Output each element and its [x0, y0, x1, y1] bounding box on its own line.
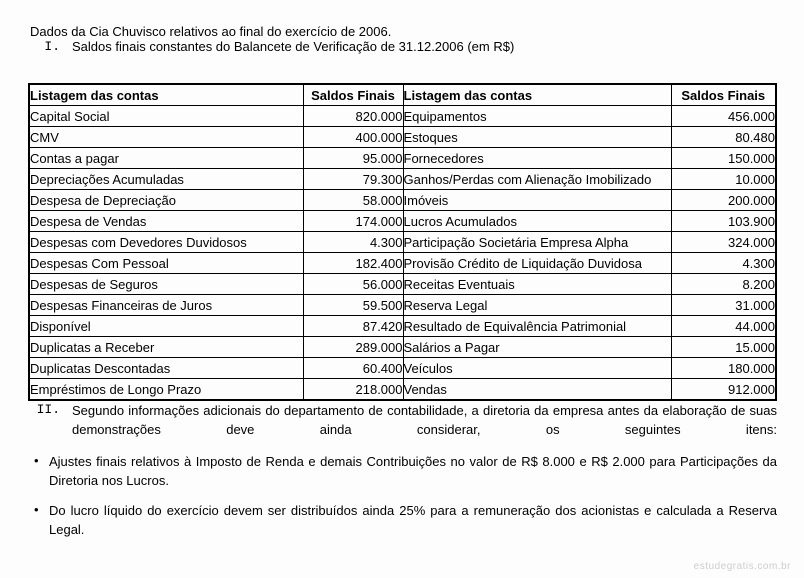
account-value: 15.000	[671, 337, 776, 358]
account-value: 4.300	[303, 232, 403, 253]
account-value: 180.000	[671, 358, 776, 379]
account-name: Estoques	[403, 127, 671, 148]
account-name: Fornecedores	[403, 148, 671, 169]
balancete-table	[28, 83, 777, 401]
table-row	[29, 253, 776, 274]
header-listagem-right: Listagem das contas	[403, 84, 671, 106]
account-name: Duplicatas a Receber	[29, 337, 303, 358]
account-value: 174.000	[303, 211, 403, 232]
section-1-title: Saldos finais constantes do Balancete de Verificação de 31.12.2006 (em R$)	[72, 39, 515, 54]
account-name: Despesas Com Pessoal	[29, 253, 303, 274]
account-value: 79.300	[303, 169, 403, 190]
account-name: CMV	[29, 127, 303, 148]
account-value: 59.500	[303, 295, 403, 316]
table-row	[29, 211, 776, 232]
table-row	[29, 190, 776, 211]
account-value: 103.900	[671, 211, 776, 232]
account-name: Vendas	[403, 379, 671, 401]
account-name: Receitas Eventuais	[403, 274, 671, 295]
account-value: 820.000	[303, 106, 403, 127]
account-name: Depreciações Acumuladas	[29, 169, 303, 190]
account-name: Veículos	[403, 358, 671, 379]
account-value: 150.000	[671, 148, 776, 169]
account-value: 400.000	[303, 127, 403, 148]
account-value: 80.480	[671, 127, 776, 148]
account-name: Imóveis	[403, 190, 671, 211]
account-value: 95.000	[303, 148, 403, 169]
account-value: 10.000	[671, 169, 776, 190]
account-name: Reserva Legal	[403, 295, 671, 316]
intro-line: Dados da Cia Chuvisco relativos ao final do exercício de 2006.	[30, 24, 392, 39]
section-2-number: II.	[36, 402, 60, 417]
table-header-row	[29, 84, 776, 106]
account-name: Despesa de Depreciação	[29, 190, 303, 211]
account-name: Provisão Crédito de Liquidação Duvidosa	[403, 253, 671, 274]
account-value: 912.000	[671, 379, 776, 401]
table-row	[29, 295, 776, 316]
table-row	[29, 169, 776, 190]
account-value: 56.000	[303, 274, 403, 295]
table-row	[29, 106, 776, 127]
account-value: 31.000	[671, 295, 776, 316]
account-name: Duplicatas Descontadas	[29, 358, 303, 379]
account-value: 324.000	[671, 232, 776, 253]
account-value: 58.000	[303, 190, 403, 211]
bullet-text: Ajustes finais relativos à Imposto de Renda e demais Contribuições no valor de R$ 8.000 e R$ 2.000 para Participações da Diretoria nos Lucros.	[49, 454, 777, 488]
account-value: 8.200	[671, 274, 776, 295]
header-saldos-right: Saldos Finais	[671, 84, 776, 106]
table-row	[29, 148, 776, 169]
table-row	[29, 274, 776, 295]
account-name: Lucros Acumulados	[403, 211, 671, 232]
account-name: Despesas Financeiras de Juros	[29, 295, 303, 316]
account-name: Resultado de Equivalência Patrimonial	[403, 316, 671, 337]
table-row	[29, 127, 776, 148]
table-row	[29, 379, 776, 401]
account-value: 289.000	[303, 337, 403, 358]
account-value: 182.400	[303, 253, 403, 274]
account-name: Despesas de Seguros	[29, 274, 303, 295]
account-name: Despesas com Devedores Duvidosos	[29, 232, 303, 253]
account-name: Salários a Pagar	[403, 337, 671, 358]
account-value: 200.000	[671, 190, 776, 211]
account-value: 87.420	[303, 316, 403, 337]
account-name: Ganhos/Perdas com Alienação Imobilizado	[403, 169, 671, 190]
bullet-text: Do lucro líquido do exercício devem ser distribuídos ainda 25% para a remuneração dos acionistas e calculada a Reserva Legal.	[49, 503, 777, 537]
section-1-number: I.	[44, 39, 60, 54]
account-value: 456.000	[671, 106, 776, 127]
header-listagem-left: Listagem das contas	[29, 84, 303, 106]
account-value: 4.300	[671, 253, 776, 274]
table-row	[29, 358, 776, 379]
account-name: Capital Social	[29, 106, 303, 127]
header-saldos-left: Saldos Finais	[303, 84, 403, 106]
table-row	[29, 316, 776, 337]
account-value: 60.400	[303, 358, 403, 379]
account-name: Equipamentos	[403, 106, 671, 127]
account-name: Participação Societária Empresa Alpha	[403, 232, 671, 253]
section-2-text: Segundo informações adicionais do departamento de contabilidade, a diretoria da empresa antes da elaboração de suas demonstrações deve ainda considerar, os seguintes itens:	[72, 403, 777, 437]
bullet-icon: •	[34, 502, 39, 517]
account-name: Empréstimos de Longo Prazo	[29, 379, 303, 401]
table-row	[29, 337, 776, 358]
account-name: Despesa de Vendas	[29, 211, 303, 232]
account-name: Disponível	[29, 316, 303, 337]
account-value: 44.000	[671, 316, 776, 337]
bullet-icon: •	[34, 453, 39, 468]
watermark: estudegratis.com.br	[693, 561, 791, 572]
table-row	[29, 232, 776, 253]
account-value: 218.000	[303, 379, 403, 401]
account-name: Contas a pagar	[29, 148, 303, 169]
